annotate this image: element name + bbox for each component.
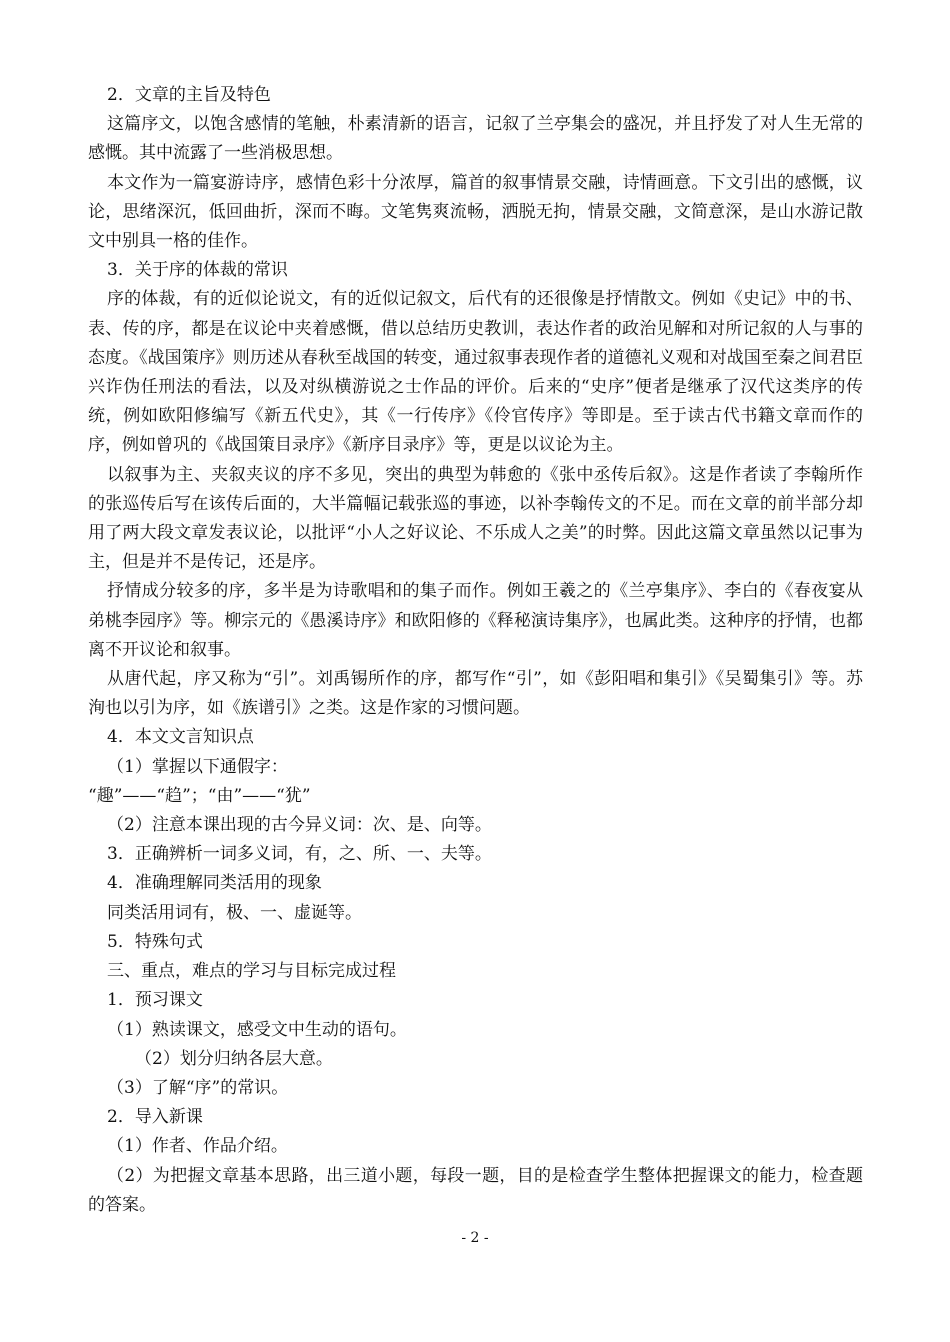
paragraph: 同类活用词有，极、一、虚诞等。 (107, 902, 362, 923)
section-heading: 2．导入新课 (107, 1107, 203, 1128)
section-heading: 5．特殊句式 (107, 931, 203, 952)
section-heading: 4．本文文言知识点 (107, 727, 254, 748)
list-item: （1）作者、作品介绍。 (107, 1136, 288, 1157)
list-item: （3）了解“序”的常识。 (107, 1077, 289, 1098)
paragraph: 本文作为一篇宴游诗序，感情色彩十分浓厚，篇首的叙事情景交融，诗情画意。下文引出的感慨，议论，思绪深沉，低回曲折，深而不晦。文笔隽爽流畅，洒脱无拘，情景交融，文简意深，是山水游记散文中别具一格的佳作。 (88, 172, 863, 252)
list-item: （2）为把握文章基本思路，出三道小题，每段一题，目的是检查学生整体把握课文的能力，检查题的答案。 (88, 1165, 863, 1215)
document-body (88, 81, 863, 1220)
list-item: “趣”——“趋”；“由”——“犹” (88, 785, 311, 806)
paragraph: 抒情成分较多的序，多半是为诗歌唱和的集子而作。例如王羲之的《兰亭集序》、李白的《春夜宴从弟桃李园序》等。柳宗元的《愚溪诗序》和欧阳修的《释秘演诗集序》，也属此类。这种序的抒情，也都离不开议论和叙事。 (88, 581, 863, 660)
list-item: （1）掌握以下通假字： (107, 756, 288, 777)
paragraph: 序的体裁，有的近似论说文，有的近似记叙文，后代有的还很像是抒情散文。例如《史记》中的书、表、传的序，都是在议论中夹着感慨，借以总结历史教训，表达作者的政治见解和对所记叙的人与事的态度。《战国策序》则历述从春秋至战国的转变，通过叙事表现作者的道德礼义观和对战国至秦之间君臣兴诈伪任刑法的看法，以及对纵横游说之士作品的评价。后来的“史序”便者是继承了汉代这类序的传统，例如欧阳修编写《新五代史》，其《一行传序》《伶官传序》等即是。至于读古代书籍文章而作的序，例如曾巩的《战国策目录序》《新序目录序》等，更是以议论为主。 (88, 289, 863, 456)
page-number: - 2 - (461, 1230, 489, 1246)
section-heading: 2．文章的主旨及特色 (107, 85, 271, 105)
list-item: （1）熟读课文，感受文中生动的语句。 (107, 1019, 407, 1040)
paragraph: 这篇序文，以饱含感情的笔触，朴素清新的语言，记叙了兰亭集会的盛况，并且抒发了对人生无常的感慨。其中流露了一些消极思想。 (88, 114, 863, 164)
section-heading: 3．正确辨析一词多义词，有，之、所、一、夫等。 (107, 844, 492, 865)
section-heading: 4．准确理解同类活用的现象 (107, 873, 322, 894)
section-heading: 三、重点，难点的学习与目标完成过程 (107, 961, 396, 982)
list-item: （2）注意本课出现的古今异义词：次、是、向等。 (107, 815, 492, 836)
list-item: （2）划分归纳各层大意。 (135, 1048, 333, 1069)
paragraph: 从唐代起，序又称为“引”。刘禹锡所作的序，都写作“引”，如《彭阳唱和集引》《吴蜀集引》等。苏洵也以引为序，如《族谱引》之类。这是作家的习惯问题。 (88, 669, 863, 719)
section-heading: 1．预习课文 (107, 990, 203, 1011)
paragraph: 以叙事为主、夹叙夹议的序不多见，突出的典型为韩愈的《张中丞传后叙》。这是作者读了李翰所作的张巡传后写在该传后面的，大半篇幅记载张巡的事迹，以补李翰传文的不足。而在文章的前半部分却用了两大段文章发表议论，以批评“小人之好议论、不乐成人之美”的时弊。因此这篇文章虽然以记事为主，但是并不是传记，还是序。 (88, 464, 863, 573)
section-heading: 3．关于序的体裁的常识 (107, 260, 288, 281)
